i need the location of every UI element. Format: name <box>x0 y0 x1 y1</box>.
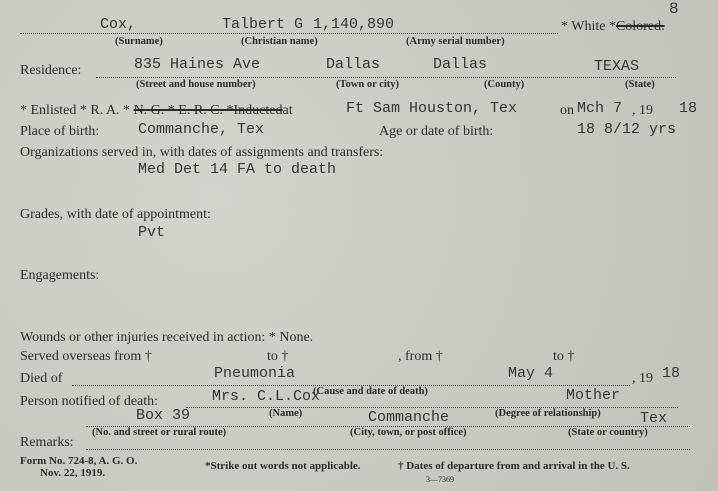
race-line <box>561 19 665 35</box>
notified-city-caption: (City, town, or post office) <box>350 427 467 438</box>
residence-town-value: Dallas <box>326 56 381 73</box>
race-star: * <box>561 19 568 34</box>
overseas-to-label: to † <box>267 349 289 364</box>
race-colored-star: * <box>608 19 616 34</box>
residence-county-value: Dallas <box>433 56 488 73</box>
surname-caption: (Surname) <box>115 36 163 47</box>
birth-place-label: Place of birth: <box>20 124 100 139</box>
residence-street-caption: (Street and house number) <box>136 79 256 90</box>
notified-relationship-caption: (Degree of relationship) <box>495 408 601 419</box>
overseas-from2-label: , from † <box>398 349 443 364</box>
enlistment-line <box>20 103 293 119</box>
enlistment-prefix: * Enlisted * R. A. * <box>20 103 131 118</box>
notified-relationship-value: Mother <box>566 387 621 404</box>
enlistment-on-label: on <box>560 103 574 118</box>
enlistment-year-prefix: , 19 <box>632 103 653 118</box>
card-number: 8 <box>669 0 679 18</box>
residence-street-value: 835 Haines Ave <box>134 56 261 73</box>
notified-line <box>186 407 678 408</box>
death-caption: (Cause and date of death) <box>313 386 428 397</box>
death-year-prefix: , 19 <box>632 371 653 386</box>
birth-place-value: Commanche, Tex <box>138 121 265 138</box>
birth-age-label: Age or date of birth: <box>379 124 494 139</box>
dates-note: † Dates of departure from and arrival in the U. S. <box>398 460 630 472</box>
enlistment-place-value: Ft Sam Houston, Tex <box>346 100 518 117</box>
notified-street-value: Box 39 <box>136 407 191 424</box>
notified-state-value: Tex <box>640 410 668 427</box>
engagements-label: Engagements: <box>20 268 100 283</box>
surname-value: Cox, <box>100 16 137 33</box>
died-of-label: Died of <box>20 371 63 386</box>
enlistment-at-label: at <box>282 103 293 118</box>
header-line <box>20 33 558 34</box>
notified-street-caption: (No. and street or rural route) <box>92 427 227 438</box>
army-serial-value: 1,140,890 <box>313 16 395 33</box>
residence-state-value: TEXAS <box>594 58 640 75</box>
grades-value: Pvt <box>138 224 166 241</box>
race-colored: Colored. <box>615 19 665 34</box>
christian-name-caption: (Christian name) <box>241 36 318 47</box>
notified-label: Person notified of death: <box>20 394 159 409</box>
enlistment-year-value: 18 <box>679 100 698 117</box>
residence-state-caption: (State) <box>625 79 655 90</box>
army-serial-caption: (Army serial number) <box>406 36 505 47</box>
birth-age-value: 18 8/12 yrs <box>577 121 677 138</box>
notified-city-value: Commanche <box>368 409 450 426</box>
form-number-line1: Form No. 724-8, A. G. O. <box>20 455 138 467</box>
residence-label: Residence: <box>20 63 82 78</box>
notified-name-caption: (Name) <box>269 408 303 419</box>
strike-note: *Strike out words not applicable. <box>205 460 361 472</box>
organizations-value: Med Det 14 FA to death <box>138 161 337 178</box>
print-code: 3—7369 <box>426 475 454 484</box>
enlistment-struck: N. G. * E. R. C. *Inducted <box>133 103 283 118</box>
residence-town-caption: (Town or city) <box>336 79 399 90</box>
organizations-label: Organizations served in, with dates of assignments and transfers: <box>20 145 384 160</box>
remarks-line <box>86 449 690 450</box>
christian-name-value: Talbert G <box>222 16 304 33</box>
race-white: White <box>571 19 606 34</box>
wounds-label: Wounds or other injuries received in action: * None. <box>20 330 314 345</box>
notified-name-value: Mrs. C.L.Cox <box>212 388 321 405</box>
grades-label: Grades, with date of appointment: <box>20 207 211 222</box>
notified-state-caption: (State or country) <box>568 427 648 438</box>
overseas-to2-label: to † <box>553 349 575 364</box>
overseas-from-label: Served overseas from † <box>20 349 152 364</box>
death-date-value: May 4 <box>508 365 554 382</box>
remarks-label: Remarks: <box>20 435 74 450</box>
death-year-value: 18 <box>662 365 681 382</box>
residence-county-caption: (County) <box>484 79 525 90</box>
death-cause-value: Pneumonia <box>214 365 296 382</box>
form-number-line2: Nov. 22, 1919. <box>40 467 106 479</box>
residence-line <box>96 77 676 78</box>
enlistment-date-value: Mch 7 <box>577 100 623 117</box>
